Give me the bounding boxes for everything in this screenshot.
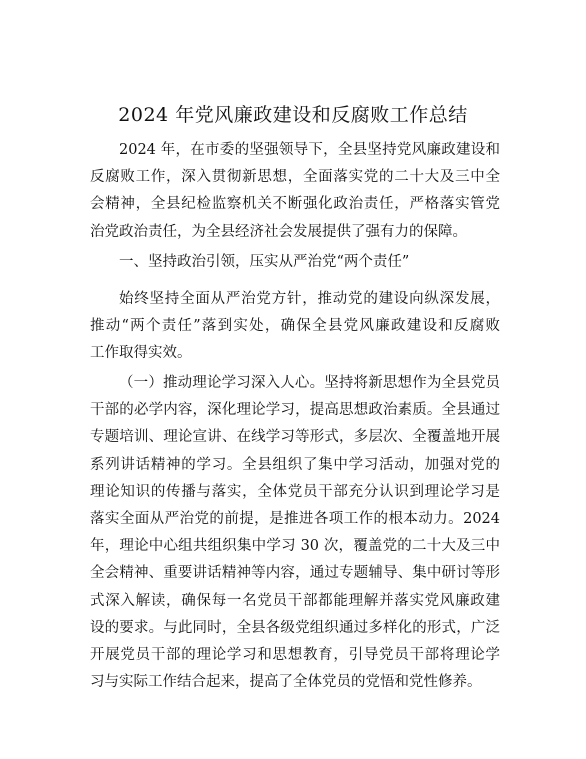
paragraph-theory-study xyxy=(90,370,500,696)
paragraph-line: 反腐败工作，深入贯彻新思想，全面落实党的二十大及三中全 xyxy=(90,169,500,186)
paragraph-line: 干部的必学内容，深化理论学习，提高思想政治素质。全县通过 xyxy=(90,402,500,419)
paragraph-line: 会精神，全县纪检监察机关不断强化政治责任，严格落实管党 xyxy=(90,196,500,213)
paragraph-section-intro xyxy=(90,286,500,368)
paragraph-line: 式深入解读，确保每一名党员干部都能理解并落实党风廉政建 xyxy=(90,592,500,609)
paragraph-line: 治党政治责任，为全县经济社会发展提供了强有力的保障。 xyxy=(90,223,467,240)
paragraph-line: 理论知识的传播与落实，全体党员干部充分认识到理论学习是 xyxy=(90,483,500,500)
paragraph-line: 全会精神、重要讲话精神等内容，通过专题辅导、集中研讨等形 xyxy=(90,565,500,582)
section-heading-text: 一、坚持政治引领，压实从严治党“两个责任” xyxy=(119,254,410,270)
paragraph-line: 系列讲话精神的学习。全县组织了集中学习活动，加强对党的 xyxy=(90,456,500,473)
paragraph-line: 2024 年，在市委的坚强领导下，全县坚持党风廉政建设和 xyxy=(119,142,500,158)
paragraph-line: 专题培训、理论宣讲、在线学习等形式，多层次、全覆盖地开展 xyxy=(90,429,500,446)
paragraph-line: 落实全面从严治党的前提，是推进各项工作的根本动力。2024 xyxy=(90,510,500,527)
document-title: 2024 年党风廉政建设和反腐败工作总结 xyxy=(118,104,468,126)
paragraph-line: 年，理论中心组共组织集中学习 30 次，覆盖党的二十大及三中 xyxy=(90,538,500,555)
section-heading-1 xyxy=(90,249,500,276)
paragraph-line: 始终坚持全面从严治党方针，推动党的建设向纵深发展， xyxy=(119,291,500,307)
paragraph-line: 开展党员干部的理论学习和思想教育，引导党员干部将理论学 xyxy=(90,646,500,663)
paragraph-line: 工作取得实效。 xyxy=(90,345,192,362)
paragraph-line: 设的要求。与此同时，全县各级党组织通过多样化的形式，广泛 xyxy=(90,619,500,636)
paragraph-intro xyxy=(90,137,500,246)
paragraph-line: 习与实际工作结合起来，提高了全体党员的党悟和党性修养。 xyxy=(90,674,482,691)
paragraph-line: （一）推动理论学习深入人心。坚持将新思想作为全县党员 xyxy=(119,375,500,391)
paragraph-line: 推动“两个责任”落到实处，确保全县党风廉政建设和反腐败 xyxy=(90,318,500,335)
